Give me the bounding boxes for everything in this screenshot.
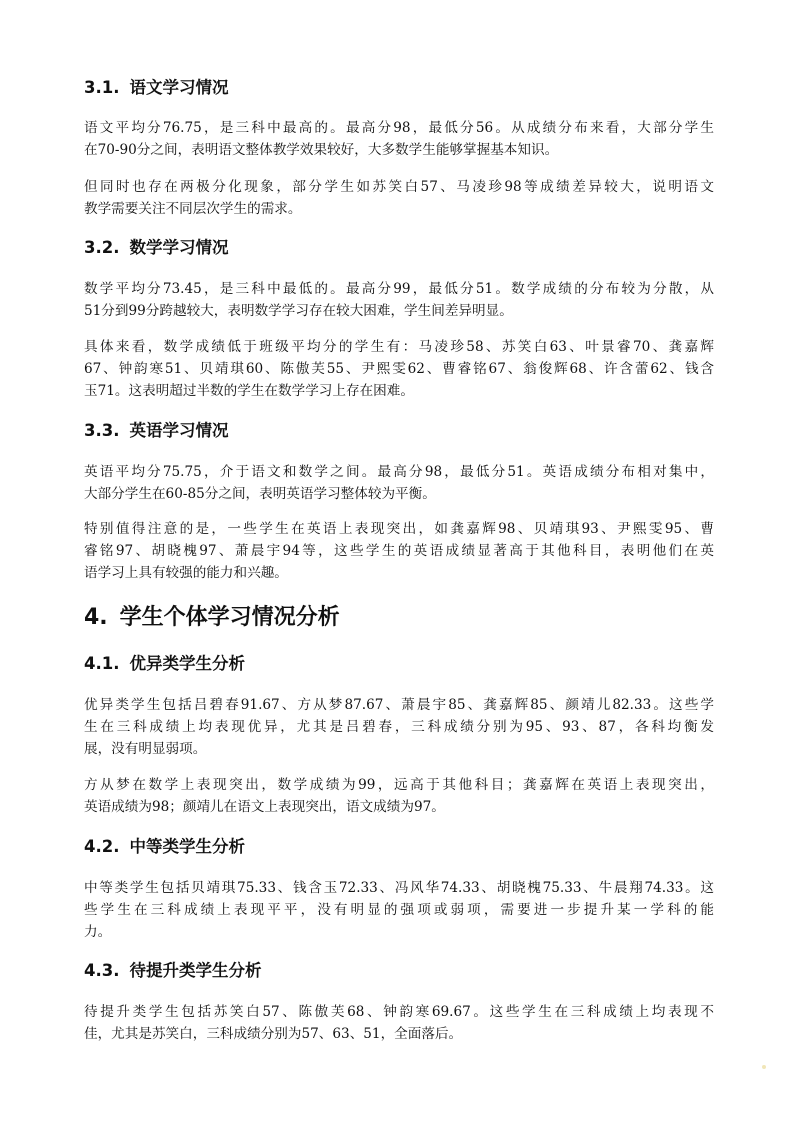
section-heading-3-2 [84,237,229,259]
chapter-heading-4 [84,603,340,633]
text-line: 语学习上具有较强的能力和兴趣。 [84,565,288,581]
section-title: 待提升类学生分析 [129,961,262,980]
text-line: 力。 [84,924,112,940]
text-line: 67、钟韵寒51、贝靖琪60、陈傲芙55、尹熙雯62、曹睿铭67、翁俊辉68、许含蕾62、钱含 [84,361,714,377]
text-line: 方从梦在数学上表现突出，数学成绩为99，远高于其他科目；龚嘉辉在英语上表现突出， [84,777,714,793]
section-number: 3.1. [84,78,120,97]
section-title: 语文学习情况 [129,78,229,97]
paragraph [84,461,714,505]
text-line: 特别值得注意的是，一些学生在英语上表现突出，如龚嘉辉98、贝靖琪93、尹熙雯95、曹 [84,521,714,537]
text-line: 玉71。这表明超过半数的学生在数学学习上存在困难。 [84,383,414,399]
text-line: 数学平均分73.45，是三科中最低的。最高分99，最低分51。数学成绩的分布较为分散，从 [84,281,714,297]
text-line: 大部分学生在60-85分之间，表明英语学习整体较为平衡。 [84,486,436,502]
paragraph [84,694,714,760]
text-line: 但同时也存在两极分化现象，部分学生如苏笑白57、马凌珍98等成绩差异较大，说明语文 [84,179,714,195]
section-title: 中等类学生分析 [129,837,245,856]
chapter-number: 4. [84,605,108,630]
text-line: 中等类学生包括贝靖琪75.33、钱含玉72.33、冯风华74.33、胡晓槐75.33、牛晨翔74.33。这 [84,880,714,896]
paragraph [84,774,714,818]
section-heading-4-3 [84,960,262,982]
text-line: 优异类学生包括吕碧春91.67、方从梦87.67、萧晨宇85、龚嘉辉85、颜靖儿82.33。这些学 [84,697,714,713]
section-number: 4.3. [84,961,120,980]
text-line: 待提升类学生包括苏笑白57、陈傲芙68、钟韵寒69.67。这些学生在三科成绩上均表现不 [84,1004,714,1020]
paragraph [84,1001,714,1045]
text-line: 英语成绩为98；颜靖儿在语文上表现突出，语文成绩为97。 [84,799,445,815]
paragraph [84,518,714,584]
section-heading-3-3 [84,420,229,442]
text-line: 语文平均分76.75，是三科中最高的。最高分98，最低分56。从成绩分布来看，大部分学生 [84,120,714,136]
section-heading-4-2 [84,836,245,858]
text-line: 在70-90分之间，表明语文整体教学效果较好，大多数学生能够掌握基本知识。 [84,142,559,158]
paragraph [84,336,714,402]
text-line: 展，没有明显弱项。 [84,741,207,757]
text-line: 些学生在三科成绩上表现平平，没有明显的强项或弱项，需要进一步提升某一学科的能 [84,902,714,918]
paragraph [84,278,714,322]
text-line: 51分到99分跨越较大，表明数学学习存在较大困难，学生间差异明显。 [84,303,513,319]
section-heading-4-1 [84,653,245,675]
text-line: 生在三科成绩上均表现优异，尤其是吕碧春，三科成绩分别为95、93、87，各科均衡发 [84,719,714,735]
section-heading-3-1 [84,77,229,99]
text-line: 佳，尤其是苏笑白，三科成绩分别为57、63、51，全面落后。 [84,1026,463,1042]
chapter-title: 学生个体学习情况分析 [119,605,340,630]
section-title: 数学学习情况 [129,238,229,257]
text-line: 教学需要关注不同层次学生的需求。 [84,201,302,217]
section-number: 4.1. [84,654,120,673]
paragraph [84,176,714,220]
paragraph [84,117,714,161]
text-line: 睿铭97、胡晓槐97、萧晨宇94等，这些学生的英语成绩显著高于其他科目，表明他们在英 [84,543,714,559]
scan-speck [762,1065,766,1069]
section-number: 3.2. [84,238,120,257]
section-number: 3.3. [84,421,120,440]
section-title: 优异类学生分析 [129,654,245,673]
text-line: 具体来看，数学成绩低于班级平均分的学生有：马凌珍58、苏笑白63、叶景睿70、龚嘉辉 [84,339,714,355]
paragraph [84,877,714,943]
section-title: 英语学习情况 [129,421,229,440]
section-number: 4.2. [84,837,120,856]
text-line: 英语平均分75.75，介于语文和数学之间。最高分98，最低分51。英语成绩分布相对集中， [84,464,714,480]
